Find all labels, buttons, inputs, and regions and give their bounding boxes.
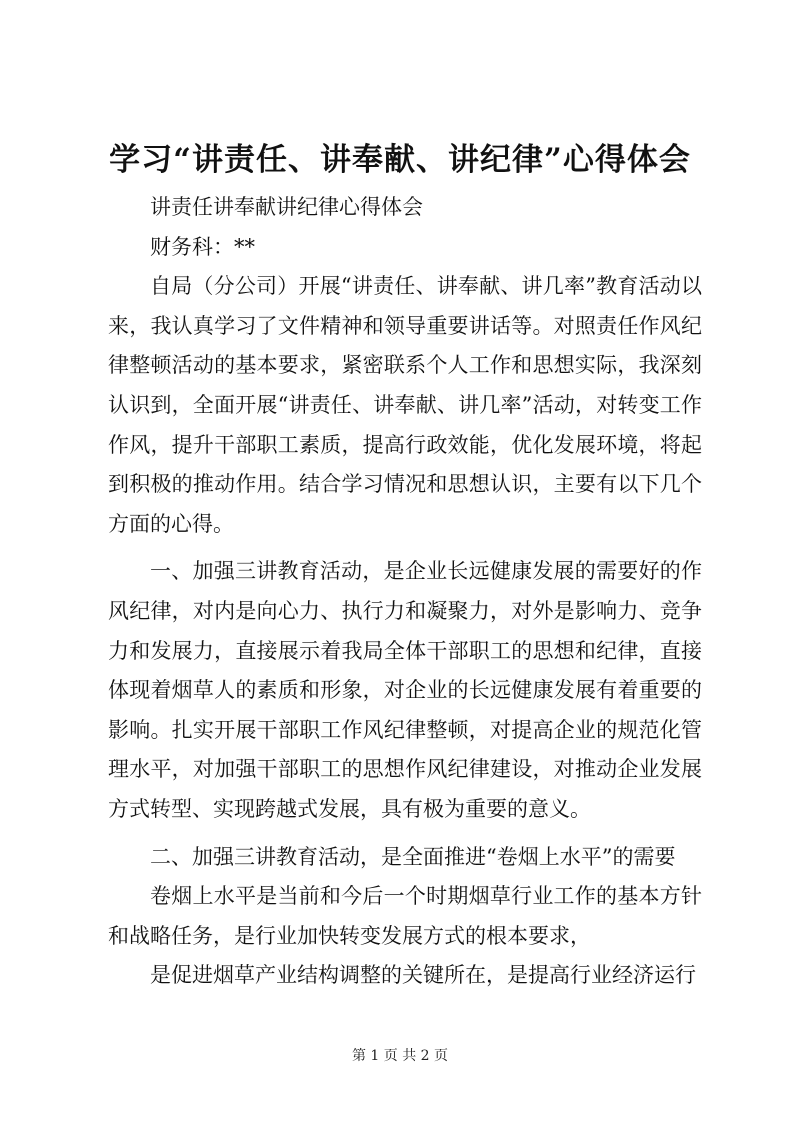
author-line: 财务科：**: [150, 234, 255, 259]
body-paragraph: 一、加强三讲教育活动，是企业长远健康发展的需要好的作风纪律，对内是向心力、执行力和凝聚力，对外是影响力、竞争力和发展力，直接展示着我局全体干部职工的思想和纪律，直接体现着烟草人的素质和形象，对企业的长远健康发展有着重要的影响。扎实开展干部职工作风纪律整顿，对提高企业的规范化管理水平，对加强干部职工的思想作风纪律建设，对推动企业发展方式转型、实现跨越式发展，具有极为重要的意义。: [108, 559, 702, 821]
body-paragraph: 卷烟上水平是当前和今后一个时期烟草行业工作的基本方针和战略任务，是行业加快转变发展方式的根本要求，: [108, 884, 702, 948]
page-footer: [0, 1046, 800, 1066]
document-title: 学习“讲责任、讲奉献、讲纪律”心得体会: [109, 142, 691, 178]
subtitle-line: 讲责任讲奉献讲纪律心得体会: [150, 195, 423, 219]
document-body: [108, 188, 702, 996]
section-heading: 二、加强三讲教育活动，是全面推进“卷烟上水平”的需要: [150, 844, 676, 869]
body-paragraph: 是促进烟草产业结构调整的关键所在，是提高行业经济运行: [150, 963, 696, 988]
page-number: 第 1 页 共 2 页: [351, 1048, 449, 1064]
body-paragraph: 自局（分公司）开展“讲责任、讲奉献、讲几率”教育活动以来，我认真学习了文件精神和领导重要讲话等。对照责任作风纪律整顿活动的基本要求，紧密联系个人工作和思想实际，我深刻认识到，全面开展“讲责任、讲奉献、讲几率”活动，对转变工作作风，提升干部职工素质，提高行政效能，优化发展环境，将起到积极的推动作用。结合学习情况和思想认识，主要有以下几个方面的心得。: [108, 274, 702, 536]
